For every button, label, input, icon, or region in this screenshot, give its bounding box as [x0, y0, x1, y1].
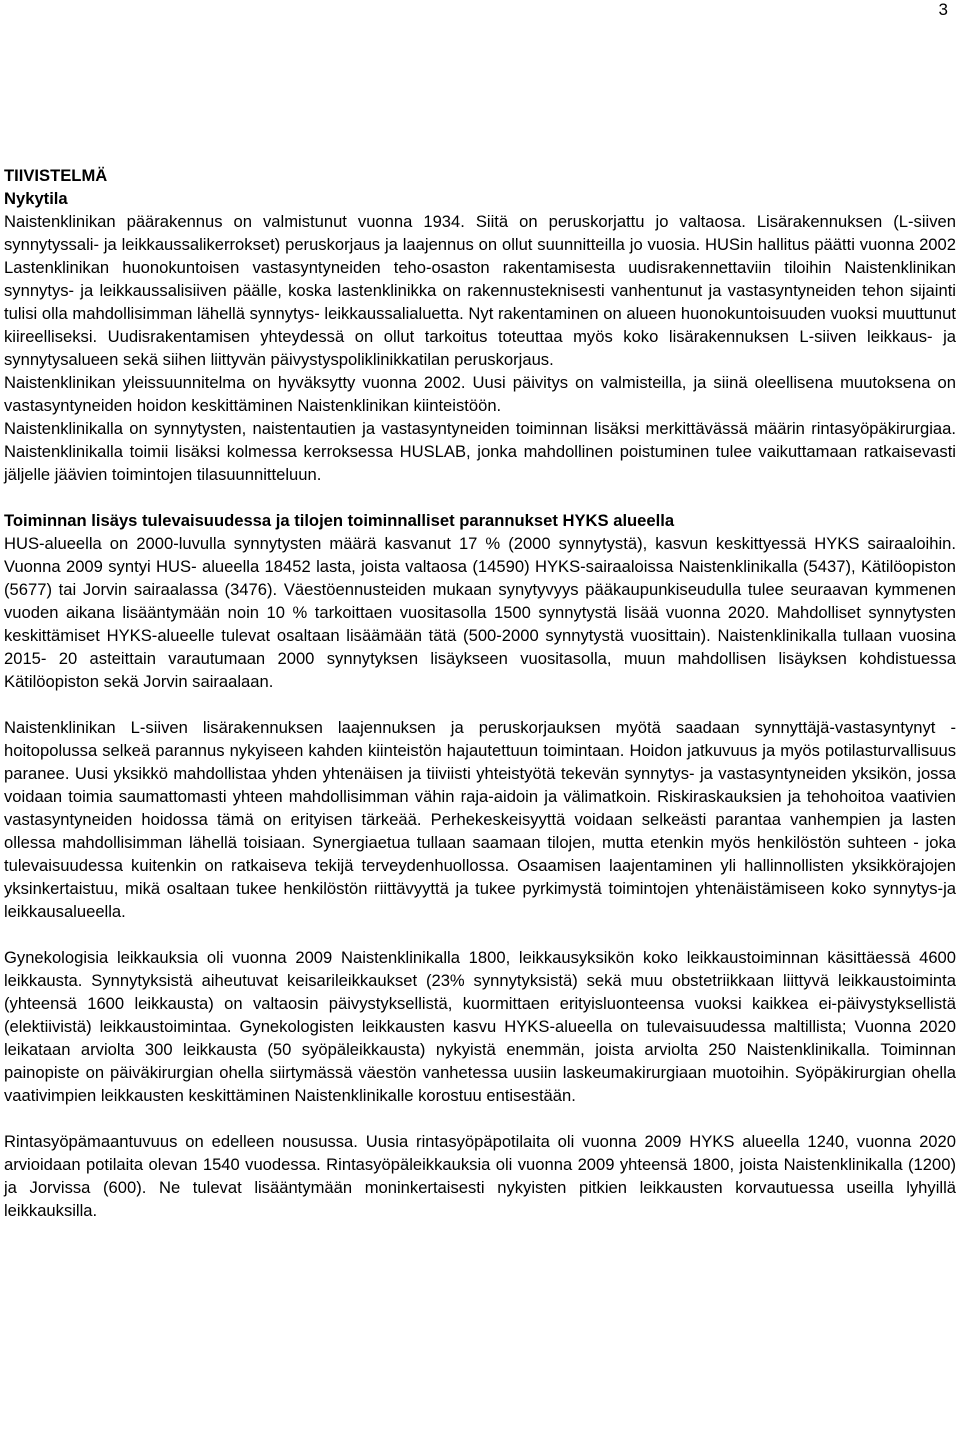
section-heading-toiminnan-lisays: Toiminnan lisäys tulevaisuudessa ja tilojen toiminnalliset parannukset HYKS alueella: [4, 511, 675, 530]
spacer: [4, 486, 956, 509]
section-heading-nykytila: Nykytila: [4, 189, 68, 208]
paragraph: Naistenklinikalla on synnytysten, naistentautien ja vastasyntyneiden toiminnan lisäksi merkittävässä määrin rintasyöpäkirurgiaa. Naistenklinikalla toimii lisäksi kolmessa kerroksessa HUSLAB, jonka mahdollinen poistuminen tulee vaikuttamaan ratkaisevasti jäljelle jäävien toimintojen tilasuunnitteluun.: [4, 419, 956, 484]
spacer: [4, 1107, 956, 1130]
document-body: [4, 164, 956, 1222]
spacer: [4, 693, 956, 716]
paragraph: Naistenklinikan päärakennus on valmistunut vuonna 1934. Siitä on peruskorjattu jo valtaosa. Lisärakennuksen (L-siiven synnytyssali- ja leikkaussalikerrokset) peruskorjaus ja laajennus on ollut suunnitteilla jo vuosia. HUSin hallitus päätti vuonna 2002 Lastenklinikan huonokuntoisen vastasyntyneiden teho-osaston rakentamisesta uudisrakennettaviin tiloihin Naistenklinikan synnytys- ja leikkaussalisiiven päälle, koska lastenklinikka on rakennusteknisesti vanhentunut ja vastasyntyneiden tehon sijainti tulisi olla mahdollisimman lähellä synnytys- leikkaussalialuetta. Nyt rakentaminen on alueen huonokuntoisuuden vuoksi muuttunut kiireelliseksi. Uudisrakentamisen yhteydessä on ollut tarkoitus toteuttaa myös koko lisärakennuksen L-siiven leikkaus- ja synnytysalueen sekä siihen liittyvän päivystyspoliklinikkatilan peruskorjaus.: [4, 212, 956, 369]
document-title: TIIVISTELMÄ: [4, 166, 108, 185]
spacer: [4, 923, 956, 946]
paragraph: HUS-alueella on 2000-luvulla synnytysten määrä kasvanut 17 % (2000 synnytystä), kasvun keskittyessä HYKS sairaaloihin. Vuonna 2009 syntyi HUS- alueella 18452 lasta, joista valtaosa (14590) HYKS-sairaaloissa Naistenklinikalla (5437), Kätilöopiston (5677) tai Jorvin sairaalassa (3476). Väestöennusteiden mukaan synytyvyys pääkaupunkiseudulla tulee seuraavan kymmenen vuoden aikana lisääntymään noin 10 % tarkoittaen vuositasolla 1500 synnytystä lisää vuonna 2020. Mahdolliset synnytysten keskittämiset HYKS-alueelle tulevat osaltaan lisäämään tätä (500-2000 synnytystä vuosittain). Naistenklinikalla tullaan vuosina 2015- 20 asteittain varautumaan 2000 synnytyksen lisäykseen vuositasolla, muun mahdollisen lisäyksen kohdistuessa Kätilöopiston sekä Jorvin sairaalaan.: [4, 534, 956, 691]
paragraph: Naistenklinikan L-siiven lisärakennuksen laajennuksen ja peruskorjauksen myötä saadaan synnyttäjä-vastasyntynyt - hoitopolussa selkeä parannus nykyiseen kahden kiinteistön hajautettuun toimintaan. Hoidon jatkuvuus ja myös potilasturvallisuus paranee. Uusi yksikkö mahdollistaa yhden yhtenäisen ja tiiviisti yhteistyötä tekevän synnytys- ja vastasyntyneiden yksikön, jossa voidaan toimia saumattomasti yhteen mahdollisimman vähin raja-aidoin ja välimatkoin. Riskiraskauksien ja tehohoitoa vaativien vastasyntyneiden hoidossa tämä on erityisen tärkeää. Perhekeskeisyyttä voidaan selkeästi parantaa vanhempien ja lasten ollessa mahdollisimman lähellä toisiaan. Synergiaetua tullaan saamaan tilojen, mutta etenkin myös henkilöstön suhteen - joka tulevaisuudessa kuitenkin on ratkaiseva tekijä terveydenhuollossa. Osaamisen laajentaminen yli hallinnollisten yksikkörajojen yksinkertaistuu, mikä osaltaan tukee henkilöstön riittävyyttä ja tukee pyrkimystä toimintojen yhtenäistämiseen koko synnytys-ja leikkausalueella.: [4, 718, 956, 921]
page-number: 3: [938, 0, 948, 19]
paragraph: Rintasyöpämaantuvuus on edelleen nousussa. Uusia rintasyöpäpotilaita oli vuonna 2009 HYKS alueella 1240, vuonna 2020 arvioidaan potilaita olevan 1540 vuodessa. Rintasyöpäleikkauksia oli vuonna 2009 yhteensä 1800, joista Naistenklinikalla (1200) ja Jorvissa (600). Ne tulevat lisääntymään moninkertaisesti nykyisten pitkien leikkausten korvautuessa useilla lyhyillä leikkauksilla.: [4, 1132, 956, 1220]
paragraph: Gynekologisia leikkauksia oli vuonna 2009 Naistenklinikalla 1800, leikkausyksikön koko leikkaustoiminnan käsittäessä 4600 leikkausta. Synnytyksistä aiheutuvat keisarileikkaukset (23% synnytyksistä) sekä muu obstetriikkaan liittyvä leikkaustoiminta (yhteensä 1600 leikkausta) on valtaosin päivystyksellistä, kuormittaen erityisluonteensa vuoksi kaikkea ei-päivystyksellistä (elektiivistä) leikkaustoimintaa. Gynekologisten leikkausten kasvu HYKS-alueella on tulevaisuudessa maltillista; Vuonna 2020 leikataan arviolta 300 leikkausta (50 syöpäleikkausta) nykyistä enemmän, joista arviolta 250 Naistenklinikalla. Toiminnan painopiste on päiväkirurgian ohella siirtymässä väestön vanhetessa uusiin laskeumakirurgiaan muotoihin. Syöpäkirurgian ohella vaativimpien leikkausten keskittäminen Naistenklinikalle korostuu entisestään.: [4, 948, 956, 1105]
paragraph: Naistenklinikan yleissuunnitelma on hyväksytty vuonna 2002. Uusi päivitys on valmisteilla, ja siinä oleellisena muutoksena on vastasyntyneiden hoidon keskittäminen Naistenklinikan kiinteistöön.: [4, 373, 956, 415]
